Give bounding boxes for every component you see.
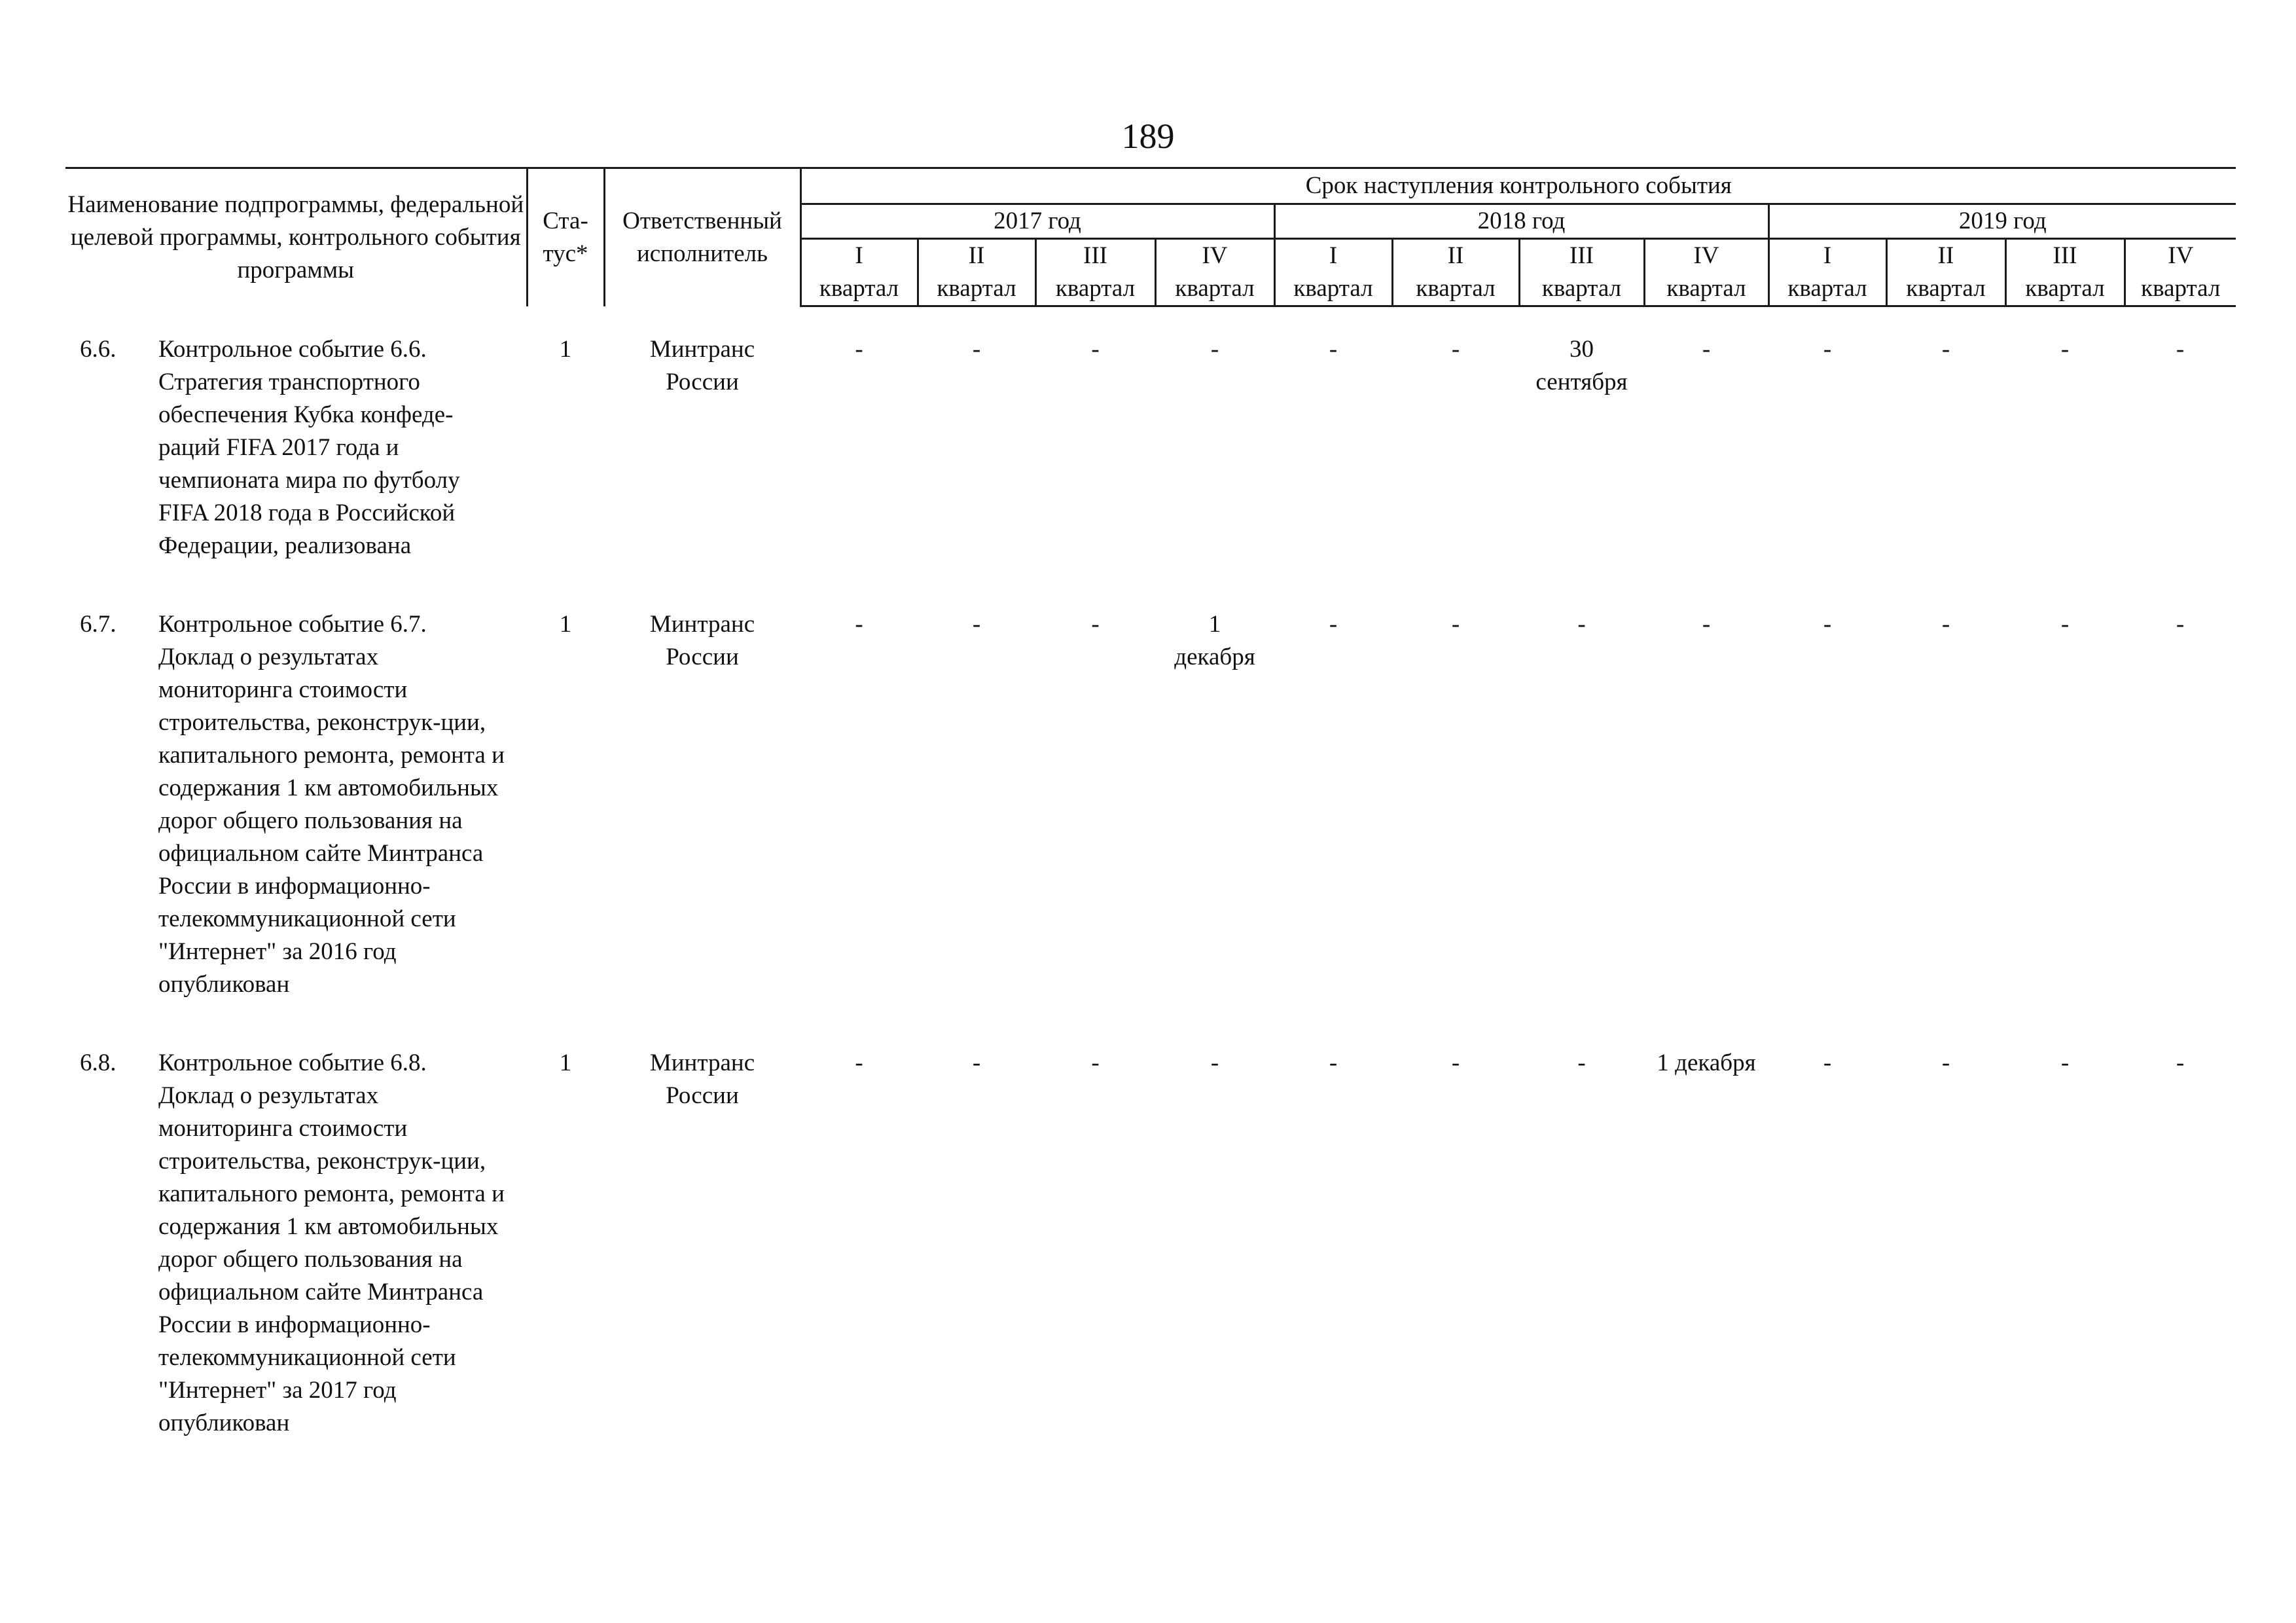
table-row (65, 608, 2236, 1047)
quarter-cell: - (1329, 611, 1338, 638)
page-number: 189 (1121, 117, 1175, 156)
quarter-cell: - (1329, 1049, 1338, 1076)
quarter-cell: - (1210, 336, 1219, 363)
quarter-cell: - (1210, 1049, 1219, 1076)
quarter-header: II квартал (1392, 239, 1519, 306)
quarter-cell: - (2060, 1049, 2070, 1076)
quarter-header: III квартал (1519, 239, 1644, 306)
executor-cell: Минтранс России (649, 1049, 755, 1109)
quarter-cell: - (2176, 1049, 2185, 1076)
year-header-2019: 2019 год (1768, 204, 2236, 239)
table-body (65, 306, 2236, 1486)
quarter-cell: - (1451, 611, 1460, 638)
event-cell (65, 608, 527, 1047)
quarter-cell: - (855, 336, 863, 363)
status-column-header: Ста-тус* (527, 168, 604, 306)
event-name: Контрольное событие 6.6. Стратегия транспортного обеспечения Кубка конфеде-раций FIFA 2017 года и чемпионата мира по футболу FIFA 2018 года в Российской Федерации, реализована (158, 336, 460, 559)
quarter-cell: - (1329, 336, 1338, 363)
quarter-cell: - (972, 1049, 981, 1076)
year-header-2018: 2018 год (1274, 204, 1768, 239)
quarter-header: II квартал (1886, 239, 2005, 306)
quarter-cell: - (1091, 336, 1100, 363)
name-column-header: Наименование подпрограммы, федеральной целевой программы, контрольного события программы (65, 168, 527, 306)
quarter-header: I квартал (1768, 239, 1886, 306)
quarter-cell: - (1702, 336, 1711, 363)
table-header (65, 168, 2236, 306)
quarter-cell: - (1091, 611, 1100, 638)
table-row (65, 333, 2236, 608)
quarter-cell: 30 сентября (1535, 336, 1628, 395)
quarter-cell: - (1451, 336, 1460, 363)
executor-cell: Минтранс России (649, 611, 755, 670)
quarter-header: IV квартал (1644, 239, 1768, 306)
year-header-2017: 2017 год (800, 204, 1274, 239)
quarter-cell: - (1091, 1049, 1100, 1076)
quarter-header: IV квартал (2125, 239, 2236, 306)
quarter-cell: - (1702, 611, 1711, 638)
quarter-cell: - (1941, 611, 1950, 638)
quarter-cell: - (1577, 611, 1586, 638)
status-cell: 1 (559, 611, 572, 638)
event-cell (65, 1047, 527, 1486)
quarter-cell: - (1451, 1049, 1460, 1076)
quarter-header: I квартал (1274, 239, 1392, 306)
table-row (65, 1047, 2236, 1486)
quarter-cell: - (1823, 336, 1832, 363)
quarter-cell: 1 декабря (1174, 611, 1255, 670)
quarter-cell: 1 декабря (1657, 1049, 1756, 1076)
status-cell: 1 (559, 336, 572, 363)
event-cell (65, 333, 527, 608)
executor-column-header: Ответственный исполнитель (604, 168, 800, 306)
quarter-cell: - (855, 611, 863, 638)
event-name: Контрольное событие 6.8. Доклад о результатах мониторинга стоимости строительства, реконструк-ции, капитального ремонта, ремонта и содержания 1 км автомобильных дорог общего пользования на официальном сайте Минтранса России в информационно-телекоммуникационной сети "Интернет" за 2017 год опубликован (158, 1049, 505, 1436)
quarter-header: I квартал (800, 239, 918, 306)
quarter-cell: - (1823, 611, 1832, 638)
quarter-cell: - (855, 1049, 863, 1076)
quarter-cell: - (1823, 1049, 1832, 1076)
term-column-header: Срок наступления контрольного события (800, 168, 2236, 204)
quarter-cell: - (2060, 611, 2070, 638)
quarter-cell: - (1941, 1049, 1950, 1076)
event-number: 6.7. (80, 611, 117, 638)
quarter-cell: - (1941, 336, 1950, 363)
quarter-header: III квартал (2005, 239, 2125, 306)
quarter-cell: - (2176, 336, 2185, 363)
event-name: Контрольное событие 6.7. Доклад о результатах мониторинга стоимости строительства, реконструк-ции, капитального ремонта, ремонта и содержания 1 км автомобильных дорог общего пользования на официальном сайте Минтранса России в информационно-телекоммуникационной сети "Интернет" за 2016 год опубликован (158, 611, 505, 998)
quarter-header: III квартал (1035, 239, 1155, 306)
quarter-cell: - (1577, 1049, 1586, 1076)
executor-cell: Минтранс России (649, 336, 755, 395)
status-cell: 1 (559, 1049, 572, 1076)
quarter-header: II квартал (918, 239, 1035, 306)
event-number: 6.8. (80, 1049, 117, 1076)
quarter-cell: - (2060, 336, 2070, 363)
event-number: 6.6. (80, 336, 117, 363)
control-events-table (65, 167, 2236, 1486)
quarter-cell: - (972, 336, 981, 363)
quarter-cell: - (2176, 611, 2185, 638)
quarter-header: IV квартал (1155, 239, 1274, 306)
quarter-cell: - (972, 611, 981, 638)
